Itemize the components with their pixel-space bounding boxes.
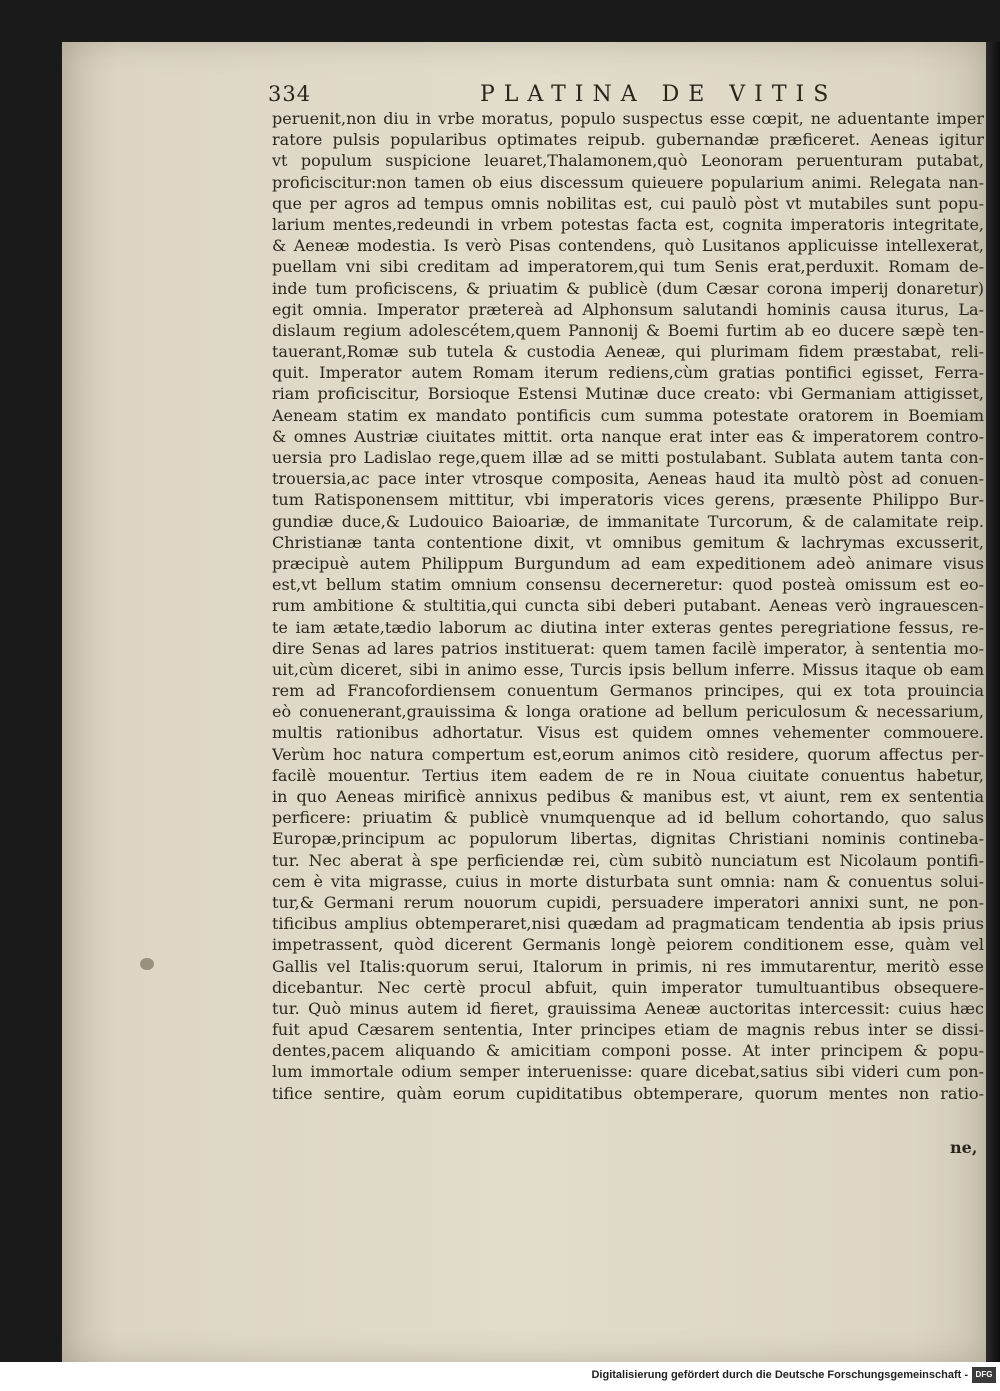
text-line: rum ambitione & stultitia,qui cuncta sibi deberi putabant. Aeneas verò ingrauescen- xyxy=(272,596,984,616)
text-line: uit,cùm diceret, sibi in animo esse, Turcis ipsis bellum inferre. Missus itaque ob eam xyxy=(272,659,984,679)
text-line: fuit apud Cæsarem sententia, Inter principes etiam de magnis rebus inter se dissi- xyxy=(272,1020,984,1040)
text-line: tur. Nec aberat à spe perficiendæ rei, cùm subitò nunciatum est Nicolaum pontifi- xyxy=(272,850,984,870)
text-line: tur,& Germani rerum nouorum cupidi, persuadere imperatori annixi sunt, ne pon- xyxy=(272,892,984,912)
text-line: rem ad Francofordiensem conuentum Germanos principes, qui ex tota prouincia xyxy=(272,681,984,701)
text-line: Christianæ tanta contentione dixit, vt omnibus gemitum & lachrymas excusserit, xyxy=(272,532,984,552)
text-line: perficere: priuatim & publicè vnumquenque ad id bellum cohortando, quo salus xyxy=(272,808,984,828)
text-line: tificibus amplius obtemperaret,nisi quædam ad pragmaticam tendentia ab ipsis prius xyxy=(272,914,984,934)
text-line: Verùm hoc natura compertum est,eorum animos citò residere, quorum affectus per- xyxy=(272,744,984,764)
text-line: lum immortale odium semper interuenisse: quare dicebat,satius sibi videri cum pon- xyxy=(272,1062,984,1082)
text-line: tauerant,Romæ sub tutela & custodia Aeneæ, qui plurimam fidem præstabat, reli- xyxy=(272,342,984,362)
text-line: eò conuenerant,grauissima & longa oratione ad bellum periculosum & necessarium, xyxy=(272,702,984,722)
text-line: inde tum proficiscens, & priuatim & publicè (dum Cæsar corona imperij donaretur) xyxy=(272,278,984,298)
text-line: tifice sentire, quàm eorum cupiditatibus obtemperare, quorum mentes non ratio- xyxy=(272,1083,984,1103)
text-line: multis rationibus adhortatur. Visus est quidem omnes vehementer commouere. xyxy=(272,723,984,743)
text-line: dire Senas ad lares patrios instituerat: quem tamen facilè imperator, à sententia mo- xyxy=(272,638,984,658)
text-line: riam proficiscitur, Borsioque Estensi Mutinæ duce creato: vbi Germaniam attigisset, xyxy=(272,384,984,404)
text-line: quit. Imperator autem Romam iterum rediens,cùm gratias pontifici egisset, Ferra- xyxy=(272,363,984,383)
text-line: dislaum regium adolescétem,quem Pannonij & Boemi furtim ab eo ducere sæpè ten- xyxy=(272,320,984,340)
text-line: impetrassent, quòd dicerent Germanis longè peiorem conditionem esse, quàm vel xyxy=(272,935,984,955)
text-line: proficiscitur:non tamen ob eius discessum quieuere popularium animi. Relegata nan- xyxy=(272,172,984,192)
text-line: egit omnia. Imperator prætereà ad Alphonsum salutandi hominis causa iturus, La- xyxy=(272,299,984,319)
body-text xyxy=(272,108,984,1104)
text-line: puellam vni sibi creditam ad imperatorem,qui tum Senis erat,perduxit. Romam de- xyxy=(272,257,984,277)
footer-credit: Digitalisierung gefördert durch die Deutsche Forschungsgemeinschaft - xyxy=(591,1369,968,1381)
page-number: 334 xyxy=(268,82,312,106)
text-line: vt populum suspicione leuaret,Thalamonem,quò Leonoram peruenturam putabat, xyxy=(272,151,984,171)
text-line: in quo Aeneas mirificè annixus pedibus & manibus est, vt aiunt, rem ex sententia xyxy=(272,787,984,806)
running-title: PLATINA DE VITIS xyxy=(480,82,838,107)
text-line: trouersia,ac pace inter vtrosque composita, Aeneas haud ita multò pòst ad conuen- xyxy=(272,469,984,489)
page-edge-shadow xyxy=(986,42,1000,1362)
text-line: facilè mouentur. Tertius item eadem de re in Noua ciuitate conuentus habetur, xyxy=(272,765,984,785)
dfg-logo: DFG xyxy=(972,1367,996,1383)
text-line: tur. Quò minus autem id fieret, grauissima Aeneæ auctoritas intercessit: cuius hæc xyxy=(272,998,984,1018)
text-line: que per agros ad tempus omnis nobilitas est, cui paulò pòst vt mutabiles sunt popu- xyxy=(272,193,984,213)
text-line: uersia pro Ladislao rege,quem illæ ad se mitti postulabant. Sublata autem tanta con- xyxy=(272,448,984,467)
text-line: Aeneam statim ex mandato pontificis cum summa potestate oratorem in Boemiam xyxy=(272,405,984,425)
text-line: tum Ratisponensem mittitur, vbi imperatoris vices gerens, præsente Philippo Bur- xyxy=(272,490,984,510)
page-header xyxy=(268,82,988,110)
text-line: præcipuè autem Philippum Burgundum ad eam expeditionem adeò animare visus xyxy=(272,553,984,573)
text-line: gundiæ duce,& Ludouico Baioariæ, de immanitate Turcorum, & de calamitate reip. xyxy=(272,511,984,531)
text-line: cem è vita migrasse, cuius in morte disturbata sunt omnia: nam & conuentus solui- xyxy=(272,871,984,891)
catchword: ne, xyxy=(950,1138,978,1157)
text-line: larium mentes,redeundi in vrbem potestas facta est, cognita imperatoris integritate, xyxy=(272,214,984,234)
ink-blot xyxy=(140,958,154,970)
text-line: ratore pulsis popularibus optimates reipub. gubernandæ præficeret. Aeneas igitur xyxy=(272,130,984,150)
text-line: te iam ætate,tædio laborum ac diutina inter exteras gentes peregriatione fessus, re- xyxy=(272,617,984,637)
text-line: peruenit,non diu in vrbe moratus, populo suspectus esse cœpit, ne aduentante imper xyxy=(272,109,984,128)
text-line: est,vt bellum statim omnium consensu decerneretur: quod posteà omissum est eo- xyxy=(272,575,984,595)
text-line: Gallis vel Italis:quorum serui, Italorum in primis, ni res immutarentur, meritò esse xyxy=(272,956,984,976)
footer-bar xyxy=(0,1362,1000,1391)
text-line: & Aeneæ modestia. Is verò Pisas contendens, quò Lusitanos applicuisse intellexerat, xyxy=(272,236,984,256)
text-line: dicebantur. Nec certè procul abfuit, quin imperator tumultuantibus obsequere- xyxy=(272,977,984,997)
text-line: & omnes Austriæ ciuitates mittit. orta nanque erat inter eas & imperatorem contro- xyxy=(272,426,984,446)
text-line: Europæ,principum ac populorum libertas, dignitas Christiani nominis contineba- xyxy=(272,829,984,849)
text-line: dentes,pacem aliquando & amicitiam componi posse. At inter principem & popu- xyxy=(272,1041,984,1061)
